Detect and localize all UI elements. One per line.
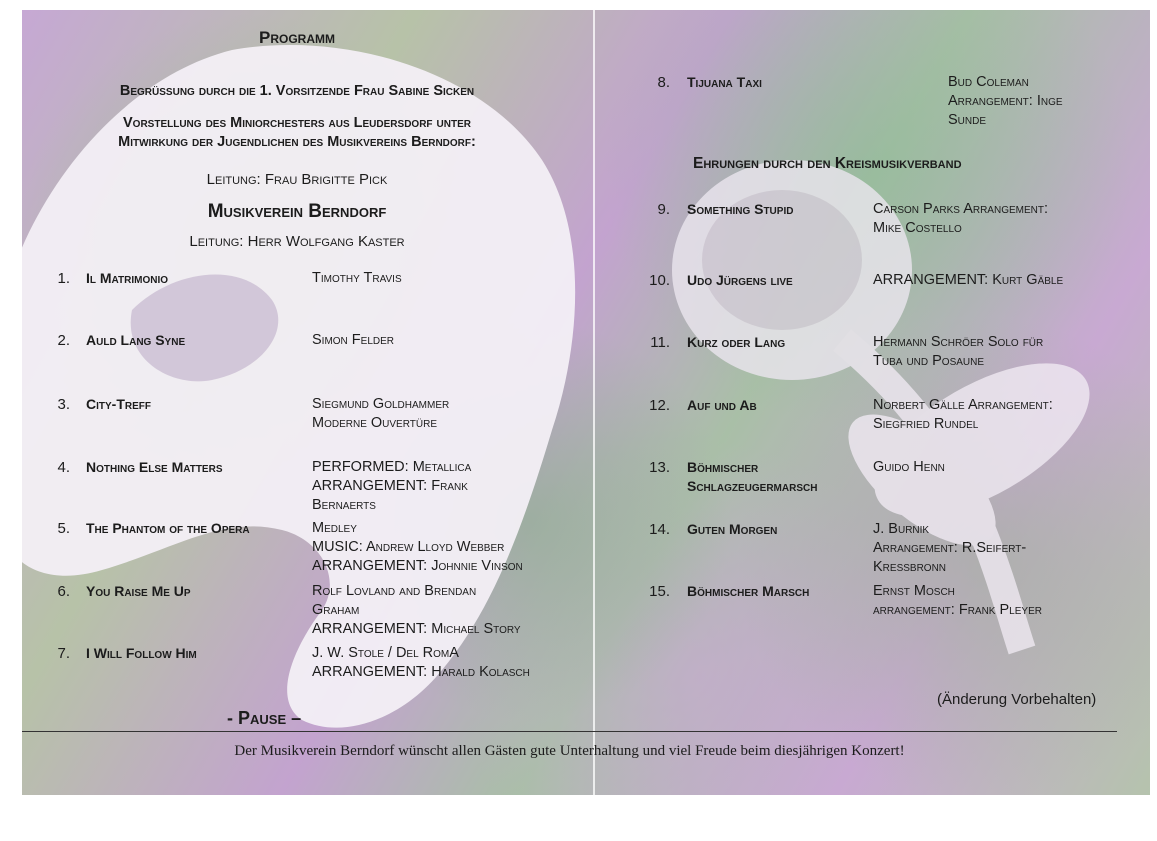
item-composer-line: Graham (312, 602, 360, 618)
item-title: Auf und Ab (687, 397, 757, 413)
item-composer-line: Hermann Schröer Solo für (873, 334, 1044, 350)
item-composer-line: Rolf Lovland and Brendan (312, 583, 477, 599)
item-title: Kurz oder Lang (687, 334, 786, 350)
item-number: 9. (657, 201, 670, 218)
item-composer-line: ARRANGEMENT: Michael Story (312, 621, 521, 637)
item-number: 12. (649, 397, 670, 414)
item-number: 15. (649, 583, 670, 600)
intro-line-2: Mitwirkung der Jugendlichen des Musikvereins Berndorf: (118, 134, 476, 150)
item-composer-line: Bernaerts (312, 497, 376, 513)
item-composer-line: Tuba und Posaune (873, 353, 985, 369)
page-fold (593, 10, 595, 795)
orchestra-leitung: Leitung: Herr Wolfgang Kaster (189, 233, 405, 250)
item-title: Nothing Else Matters (86, 459, 223, 475)
item-number: 4. (57, 459, 70, 476)
item-composer-line: PERFORMED: Metallica (312, 459, 472, 475)
item-composer-line: Norbert Gälle Arrangement: (873, 397, 1053, 413)
item-composer-line: Ernst Mosch (873, 583, 955, 599)
item-number: 7. (57, 645, 70, 662)
footer-message: Der Musikverein Berndorf wünscht allen Gästen gute Unterhaltung und viel Freude beim diesjährigen Konzert! (234, 743, 905, 759)
item-number: 14. (649, 521, 670, 538)
item-title: Böhmischer (687, 459, 759, 475)
change-note: (Änderung Vorbehalten) (937, 691, 1097, 708)
item-title: Guten Morgen (687, 521, 778, 537)
item-title: City-Treff (86, 396, 151, 412)
item-composer-line: J. Burnik (873, 521, 930, 537)
item-composer-line: Bud Coleman (948, 74, 1029, 90)
item-title: You Raise Me Up (86, 583, 191, 599)
item-title: Something Stupid (687, 201, 794, 217)
orchestra-name: Musikverein Berndorf (207, 201, 387, 222)
item-composer-line: MUSIC: Andrew Lloyd Webber (312, 539, 505, 555)
item-composer-line: Timothy Travis (312, 270, 402, 286)
item-number: 10. (649, 272, 670, 289)
item-number: 1. (57, 270, 70, 287)
item-composer-line: Mike Costello (873, 220, 962, 236)
item-number: 6. (57, 583, 70, 600)
item-title: Schlagzeugermarsch (687, 478, 818, 494)
item-composer-line: Medley (312, 520, 357, 536)
item-title: The Phantom of the Opera (86, 520, 250, 536)
item-composer-line: ARRANGEMENT: Frank (312, 478, 468, 494)
item-composer-line: Arrangement: R.Seifert- (873, 540, 1027, 556)
item-composer-line: Sunde (948, 112, 987, 128)
item-title: Tijuana Taxi (687, 74, 762, 90)
item-composer-line: ARRANGEMENT: Johnnie Vinson (312, 558, 523, 574)
item-composer-line: arrangement: Frank Pleyer (873, 602, 1042, 618)
item-composer-line: Kressbronn (873, 559, 947, 575)
program-heading: Programm (259, 28, 335, 47)
item-composer-line: Siegfried Rundel (873, 416, 979, 432)
item-composer-line: Guido Henn (873, 459, 945, 475)
mini-orchestra-leitung: Leitung: Frau Brigitte Pick (206, 171, 388, 188)
item-composer-line: Arrangement: Inge (948, 93, 1063, 109)
item-composer-line: Siegmund Goldhammer (312, 396, 450, 412)
item-composer-line: Carson Parks Arrangement: (873, 201, 1049, 217)
item-number: 13. (649, 459, 670, 476)
item-title: Il Matrimonio (86, 270, 169, 286)
ehrungen-heading: Ehrungen durch den Kreismusikverband (693, 155, 962, 172)
item-composer-line: ARRANGEMENT: Harald Kolasch (312, 664, 530, 680)
item-number: 3. (57, 396, 70, 413)
program-sheet (22, 10, 1150, 795)
item-number: 5. (57, 520, 70, 537)
item-title: Böhmischer Marsch (687, 583, 810, 599)
item-composer-line: J. W. Stole / Del RomA (312, 645, 459, 661)
item-title: Udo Jürgens live (687, 272, 793, 288)
item-title: I Will Follow Him (86, 645, 197, 661)
item-number: 8. (657, 74, 670, 91)
greeting-line: Begrüßung durch die 1. Vorsitzende Frau Sabine Sicken (119, 83, 475, 99)
item-number: 11. (650, 334, 670, 351)
pause-label: - Pause – (227, 708, 302, 728)
item-composer-line: Moderne Ouvertüre (312, 415, 437, 431)
footer-divider (22, 731, 1117, 732)
item-composer-line: Simon Felder (312, 332, 395, 348)
item-title: Auld Lang Syne (86, 332, 186, 348)
item-composer-line: ARRANGEMENT: Kurt Gäble (873, 272, 1064, 288)
intro-line-1: Vorstellung des Miniorchesters aus Leudersdorf unter (123, 115, 471, 131)
item-number: 2. (57, 332, 70, 349)
